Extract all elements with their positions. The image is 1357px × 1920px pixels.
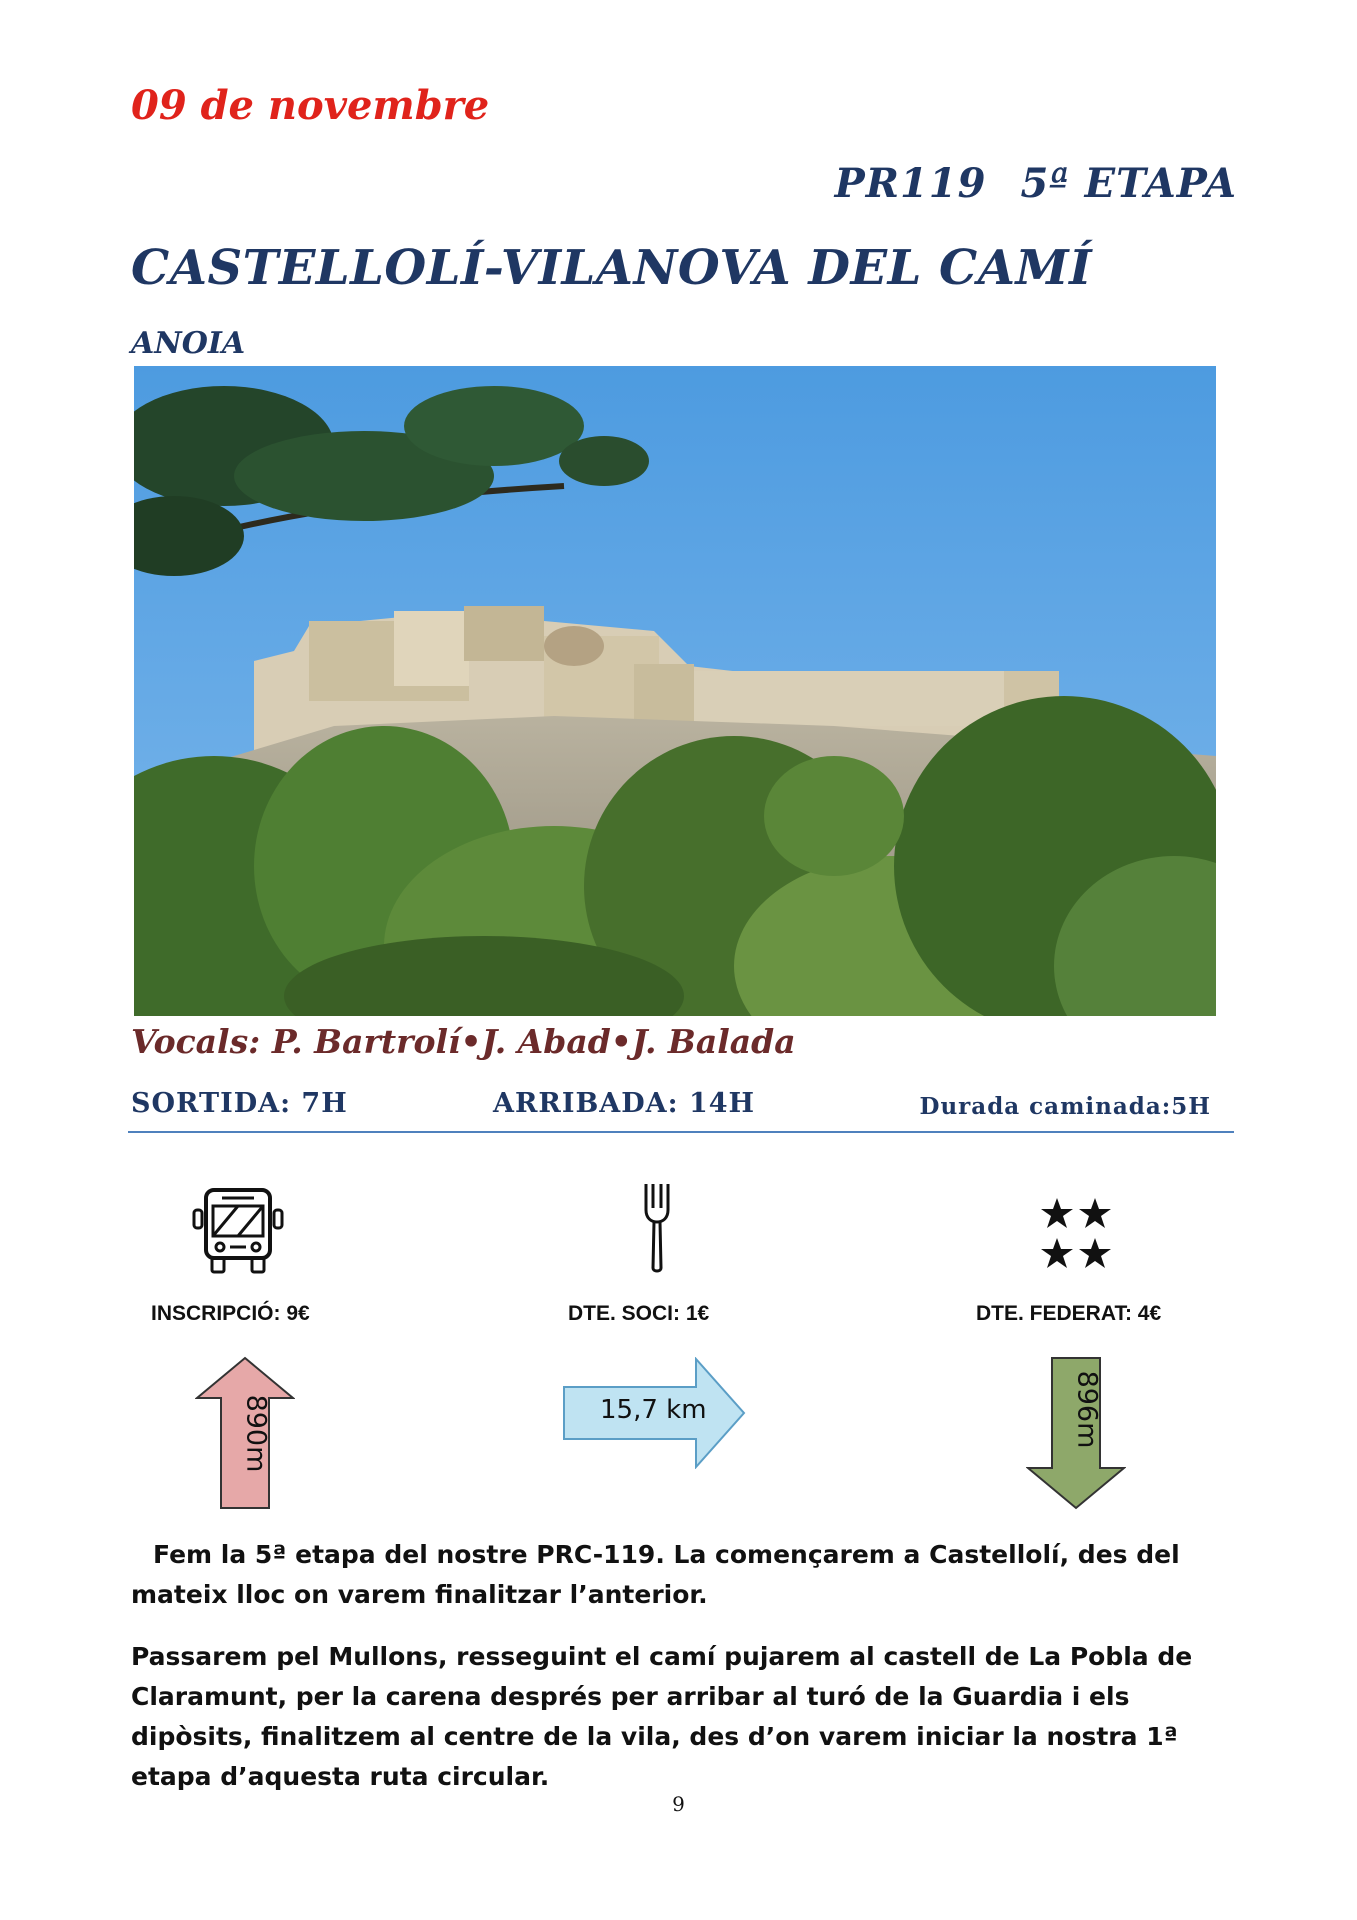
member-discount: DTE. SOCI: 1€ xyxy=(568,1302,710,1325)
ascent-value: 890m xyxy=(240,1394,272,1473)
descent-value: 896m xyxy=(1071,1370,1103,1449)
vocals-line: Vocals: P. Bartrolí•J. Abad•J. Balada xyxy=(131,1022,796,1061)
page-number: 9 xyxy=(672,1792,685,1816)
route-code xyxy=(835,160,1237,207)
castle-photo xyxy=(134,366,1216,1016)
event-date: 09 de novembre xyxy=(131,82,490,129)
intro-paragraph: Fem la 5ª etapa del nostre PRC-119. La començarem a Castellolí, des del mateix lloc on varem finalitzar l’anterior. xyxy=(131,1540,1180,1609)
schedule-divider xyxy=(128,1131,1234,1133)
route-code-label: PR119 xyxy=(834,160,987,207)
region-label: ANOIA xyxy=(131,326,246,361)
route-paragraph: Passarem pel Mullons, resseguint el camí pujarem al castell de La Pobla de Claramunt, per la carena després per arribar al turó de la Guardia i els dipòsits, finalitzem al centre de la vila, des d’on varem iniciar la nostra 1ª etapa d’aquesta ruta circular. xyxy=(131,1642,1193,1791)
arrival-time: ARRIBADA: 14H xyxy=(493,1088,756,1119)
bus-icon xyxy=(192,1186,284,1283)
fork-icon xyxy=(642,1182,672,1279)
descent-arrow xyxy=(1026,1356,1126,1515)
federated-discount: DTE. FEDERAT: 4€ xyxy=(976,1302,1162,1325)
ascent-arrow xyxy=(195,1356,295,1515)
departure-time: SORTIDA: 7H xyxy=(131,1088,348,1119)
page-title: CASTELLOLÍ-VILANOVA DEL CAMÍ xyxy=(131,240,1093,296)
distance-value: 15,7 km xyxy=(600,1395,707,1425)
stage-label: 5ª ETAPA xyxy=(1020,160,1237,207)
stars-icon xyxy=(1040,1196,1112,1277)
distance-arrow xyxy=(562,1357,746,1474)
inscription-price: INSCRIPCIÓ: 9€ xyxy=(151,1302,310,1325)
walk-duration: Durada caminada:5H xyxy=(919,1093,1211,1120)
